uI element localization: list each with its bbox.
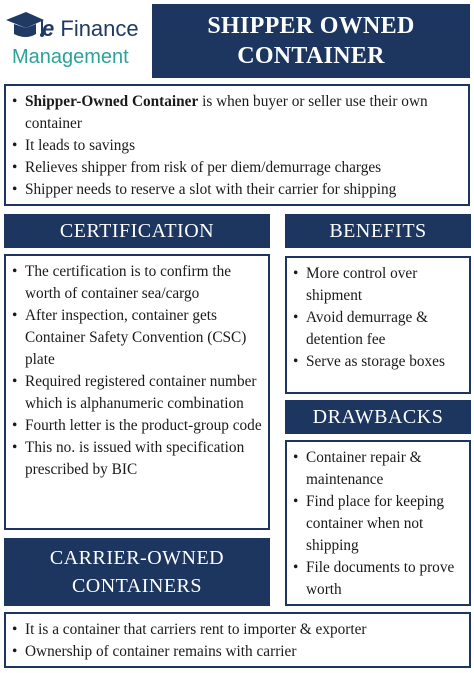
drawbacks-list (293, 447, 463, 601)
carrier-heading-line-1: CARRIER-OWNED (49, 547, 225, 569)
carrier-owned-box (4, 612, 471, 668)
certification-item: • Fourth letter is the product-group code (12, 415, 262, 437)
drawbacks-box (285, 440, 471, 606)
carrier-owned-heading (4, 538, 270, 606)
benefits-heading: BENEFITS (285, 214, 471, 248)
intro-box (4, 84, 470, 206)
page-title (152, 4, 470, 78)
intro-list (12, 91, 462, 201)
logo-brand-line2: Management (12, 46, 129, 68)
benefits-item: • More control over shipment (293, 263, 463, 307)
drawbacks-item: • Find place for keeping container when not shipping (293, 491, 463, 557)
intro-item: • Relieves shipper from risk of per diem/demurrage charges (12, 157, 462, 179)
intro-item: • Shipper needs to reserve a slot with their carrier for shipping (12, 179, 462, 201)
benefits-box (285, 256, 471, 394)
drawbacks-item: • File documents to prove worth (293, 557, 463, 601)
benefits-item: • Avoid demurrage & detention fee (293, 307, 463, 351)
intro-item: • It leads to savings (12, 135, 462, 157)
efinance-logo (4, 6, 144, 76)
certification-item: • This no. is issued with specification prescribed by BIC (12, 437, 262, 481)
carrier-owned-list (12, 619, 463, 663)
certification-box (4, 254, 270, 530)
title-line-1: SHIPPER OWNED (207, 13, 415, 39)
title-line-2: CONTAINER (237, 43, 385, 69)
drawbacks-heading: DRAWBACKS (285, 400, 471, 434)
carrier-owned-item: • Ownership of container remains with carrier (12, 641, 463, 663)
certification-item: • After inspection, container gets Container Safety Convention (CSC) plate (12, 305, 262, 371)
certification-list (12, 261, 262, 481)
certification-item: • The certification is to confirm the worth of container sea/cargo (12, 261, 262, 305)
certification-heading: CERTIFICATION (4, 214, 270, 248)
logo-brand-line1: e Finance (42, 16, 139, 41)
intro-item: • Shipper-Owned Container is when buyer or seller use their own container (12, 91, 462, 135)
certification-item: • Required registered container number which is alphanumeric combination (12, 371, 262, 415)
graduation-cap-icon (4, 8, 44, 42)
benefits-item: • Serve as storage boxes (293, 351, 463, 373)
benefits-list (293, 263, 463, 373)
carrier-owned-item: • It is a container that carriers rent to importer & exporter (12, 619, 463, 641)
carrier-heading-line-2: CONTAINERS (71, 575, 203, 597)
drawbacks-item: • Container repair & maintenance (293, 447, 463, 491)
